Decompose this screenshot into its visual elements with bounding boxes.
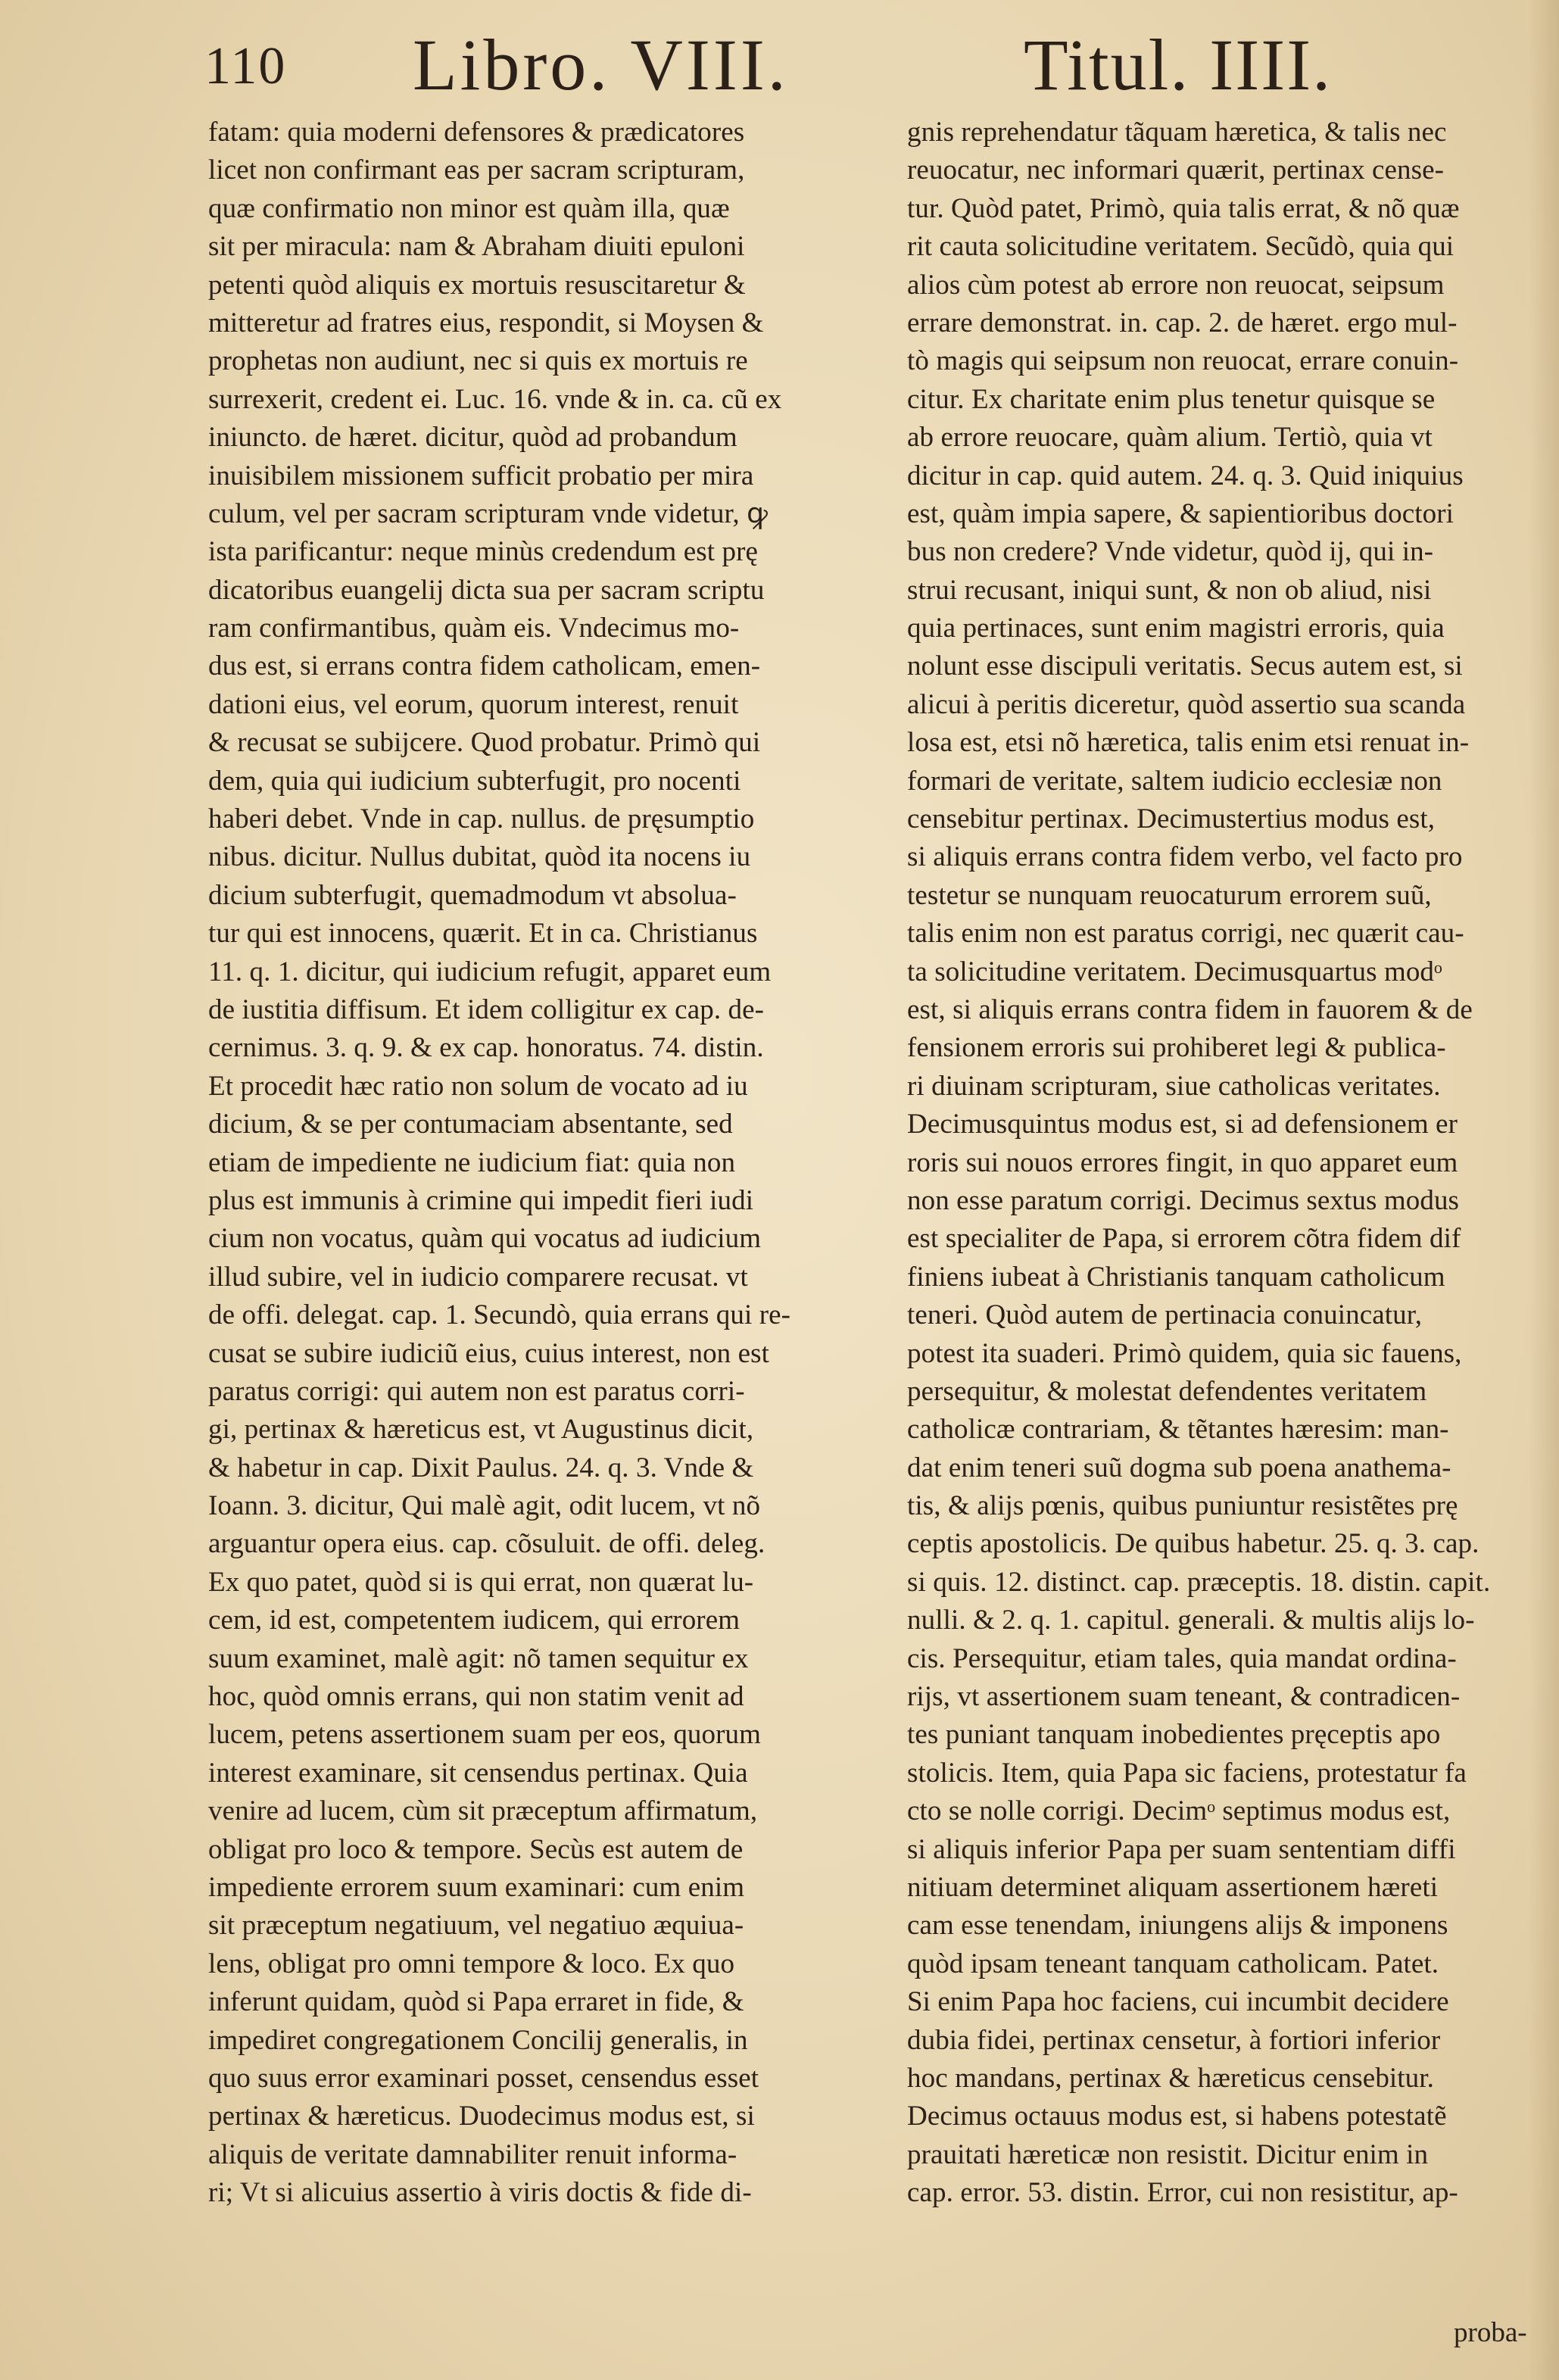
text-line: est, si aliquis errans contra fidem in fauorem & de	[907, 993, 1473, 1025]
text-line: & habetur in cap. Dixit Paulus. 24. q. 3. Vnde &	[208, 1452, 754, 1483]
text-line: teneri. Quòd autem de pertinacia conuincatur,	[907, 1299, 1423, 1331]
text-line: gi, pertinax & hæreticus est, vt Augustinus dicit,	[208, 1414, 754, 1446]
text-line: 11. q. 1. dicitur, qui iudicium refugit, apparet eum	[208, 956, 772, 987]
text-line: roris sui nouos errores fingit, in quo apparet eum	[907, 1146, 1458, 1178]
text-line: est, quàm impia sapere, & sapientioribus doctori	[907, 498, 1455, 529]
running-head-book: Libro. VIII.	[413, 24, 789, 105]
text-line: Decimus octauus modus est, si habens potestatẽ	[907, 2101, 1447, 2132]
text-line: citur. Ex charitate enim plus tenetur quisque se	[907, 383, 1436, 415]
text-line: dicium subterfugit, quemadmodum vt absolua-	[208, 879, 737, 911]
text-line: prophetas non audiunt, nec si quis ex mortuis re	[208, 345, 748, 377]
text-line: stolicis. Item, quia Papa sic faciens, protestatur fa	[907, 1757, 1467, 1789]
text-line: culum, vel per sacram scripturam vnde videtur, ꝙ	[208, 498, 769, 529]
text-line: ceptis apostolicis. De quibus habetur. 25. q. 3. cap.	[907, 1528, 1479, 1560]
text-line: petenti quòd aliquis ex mortuis resuscitaretur &	[208, 269, 746, 301]
text-line: quæ confirmatio non minor est quàm illa, quæ	[208, 192, 730, 224]
text-line: arguantur opera eius. cap. cõsuluit. de offi. deleg.	[208, 1528, 765, 1560]
text-line: prauitati hæreticæ non resistit. Dicitur enim in	[907, 2138, 1429, 2170]
text-line: ista parificantur: neque minùs credendum est prę	[208, 536, 759, 568]
text-line: Et procedit hæc ratio non solum de vocato ad iu	[208, 1070, 748, 1102]
text-line: ab errore reuocare, quàm alium. Tertiò, quia vt	[907, 422, 1433, 454]
running-head-title: Titul. IIII.	[1024, 24, 1333, 105]
text-line: quo suus error examinari posset, censendus esset	[208, 2062, 759, 2094]
text-line: dem, quia qui iudicium subterfugit, pro nocenti	[208, 765, 741, 797]
catchword: proba-	[1454, 2317, 1527, 2348]
text-line: quia pertinaces, sunt enim magistri erroris, quia	[907, 613, 1445, 644]
text-line: tò magis qui seipsum non reuocat, errare conuin-	[907, 345, 1459, 377]
text-line: cernimus. 3. q. 9. & ex cap. honoratus. 74. distin.	[208, 1032, 764, 1064]
text-line: talis enim non est paratus corrigi, nec quærit cau-	[907, 918, 1464, 950]
text-line: sit per miracula: nam & Abraham diuiti epuloni	[208, 231, 745, 263]
text-line: dationi eius, vel eorum, quorum interest, renuit	[208, 688, 739, 720]
text-line: si aliquis errans contra fidem verbo, vel facto pro	[907, 841, 1463, 873]
text-line: dus est, si errans contra fidem catholicam, emen-	[208, 650, 761, 682]
text-line: si quis. 12. distinct. cap. præceptis. 18. distin. capit.	[907, 1566, 1491, 1598]
text-line: sit præceptum negatiuum, vel negatiuo æquiua-	[208, 1910, 744, 1942]
text-line: de iustitia diffisum. Et idem colligitur ex cap. de-	[208, 993, 765, 1025]
text-line: potest ita suaderi. Primò quidem, quia sic fauens,	[907, 1337, 1462, 1369]
text-line: illud subire, vel in iudicio comparere recusat. vt	[208, 1261, 748, 1293]
text-line: impediente errorem suum examinari: cum enim	[208, 1871, 745, 1903]
text-line: tur qui est innocens, quærit. Et in ca. Christianus	[208, 918, 758, 950]
text-line: alicui à peritis diceretur, quòd assertio sua scanda	[907, 688, 1466, 720]
text-line: suum examinet, malè agit: nõ tamen sequitur ex	[208, 1642, 749, 1674]
text-line: plus est immunis à crimine qui impedit fieri iudi	[208, 1184, 754, 1216]
text-line: obligat pro loco & tempore. Secùs est autem de	[208, 1833, 744, 1865]
page-header	[0, 23, 1559, 106]
page-number: 110	[204, 37, 287, 95]
text-line: paratus corrigi: qui autem non est paratus corri-	[208, 1375, 745, 1407]
text-line: cium non vocatus, quàm qui vocatus ad iudicium	[208, 1223, 762, 1255]
text-line: dubia fidei, pertinax censetur, à fortiori inferior	[907, 2024, 1441, 2056]
text-line: lucem, petens assertionem suam per eos, quorum	[208, 1719, 762, 1751]
left-text-column	[208, 114, 852, 2212]
text-line: surrexerit, credent ei. Luc. 16. vnde & in. ca. cũ ex	[208, 383, 782, 415]
text-line: dicatoribus euangelij dicta sua per sacram scriptu	[208, 574, 765, 606]
text-line: de offi. delegat. cap. 1. Secundò, quia errans qui re-	[208, 1299, 791, 1331]
text-line: cam esse tenendam, iniungens alijs & imponens	[907, 1910, 1448, 1942]
text-line: nulli. & 2. q. 1. capitul. generali. & multis alijs lo-	[907, 1605, 1475, 1636]
text-line: losa est, etsi nõ hæretica, talis enim etsi renuat in-	[907, 727, 1470, 759]
text-line: est specialiter de Papa, si errorem cõtra fidem dif	[907, 1223, 1461, 1255]
text-line: fatam: quia moderni defensores & prædicatores	[208, 117, 745, 148]
text-line: pertinax & hæreticus. Duodecimus modus est, si	[208, 2101, 755, 2132]
text-line: cusat se subire iudiciũ eius, cuius interest, non est	[208, 1337, 770, 1369]
text-line: tis, & alijs pœnis, quibus puniuntur resistẽtes prę	[907, 1490, 1458, 1522]
text-line: nitiuam determinet aliquam assertionem hæreti	[907, 1871, 1439, 1903]
text-line: nibus. dicitur. Nullus dubitat, quòd ita nocens iu	[208, 841, 751, 873]
text-line: alios cùm potest ab errore non reuocat, seipsum	[907, 269, 1445, 301]
text-line: formari de veritate, saltem iudicio ecclesiæ non	[907, 765, 1442, 797]
text-line: catholicæ contrariam, & tẽtantes hæresim: man-	[907, 1414, 1449, 1446]
text-line: strui recusant, iniqui sunt, & non ob aliud, nisi	[907, 574, 1432, 606]
text-line: ram confirmantibus, quàm eis. Vndecimus mo-	[208, 613, 740, 644]
text-line: hoc, quòd omnis errans, qui non statim venit ad	[208, 1681, 744, 1713]
text-line: mitteretur ad fratres eius, respondit, si Moysen &	[208, 307, 764, 338]
page-edge-shadow	[1529, 0, 1559, 2380]
text-line: iniuncto. de hæret. dicitur, quòd ad probandum	[208, 422, 737, 454]
text-line: quòd ipsam teneant tanquam catholicam. Patet.	[907, 1948, 1439, 1979]
text-line: finiens iubeat à Christianis tanquam catholicum	[907, 1261, 1445, 1293]
text-line: nolunt esse discipuli veritatis. Secus autem est, si	[907, 650, 1463, 682]
text-line: impediret congregationem Concilij generalis, in	[208, 2024, 748, 2056]
text-line: bus non credere? Vnde videtur, quòd ij, qui in-	[907, 536, 1434, 568]
text-line: cis. Persequitur, etiam tales, quia mandat ordina-	[907, 1642, 1457, 1674]
text-line: interest examinare, sit censendus pertinax. Quia	[208, 1757, 748, 1789]
text-line: inuisibilem missionem sufficit probatio per mira	[208, 460, 754, 491]
text-line: cap. error. 53. distin. Error, cui non resistitur, ap-	[907, 2177, 1458, 2209]
text-line: ta solicitudine veritatem. Decimusquartus modᵒ	[907, 956, 1442, 987]
text-line: Ex quo patet, quòd si is qui errat, non quærat lu-	[208, 1566, 754, 1598]
text-line: tes puniant tanquam inobedientes pręceptis apo	[907, 1719, 1441, 1751]
text-line: testetur se nunquam reuocaturum errorem suũ,	[907, 879, 1432, 911]
text-line: lens, obligat pro omni tempore & loco. Ex quo	[208, 1948, 735, 1979]
text-line: Ioann. 3. dicitur, Qui malè agit, odit lucem, vt nõ	[208, 1490, 761, 1522]
text-line: haberi debet. Vnde in cap. nullus. de pręsumptio	[208, 803, 755, 835]
text-line: & recusat se subijcere. Quod probatur. Primò qui	[208, 727, 761, 759]
text-line: cem, id est, competentem iudicem, qui errorem	[208, 1605, 741, 1636]
text-line: ri diuinam scripturam, siue catholicas veritates.	[907, 1070, 1441, 1102]
text-line: tur. Quòd patet, Primò, quia talis errat, & nõ quæ	[907, 192, 1460, 224]
right-text-column	[907, 114, 1543, 2212]
text-line: Decimusquintus modus est, si ad defensionem er	[907, 1109, 1458, 1140]
text-line: etiam de impediente ne iudicium fiat: quia non	[208, 1146, 736, 1178]
text-line: ri; Vt si alicuius assertio à viris doctis & fide di-	[208, 2177, 752, 2209]
text-line: non esse paratum corrigi. Decimus sextus modus	[907, 1184, 1460, 1216]
text-line: errare demonstrat. in. cap. 2. de hæret. ergo mul-	[907, 307, 1458, 338]
text-line: si aliquis inferior Papa per suam sententiam diffi	[907, 1833, 1456, 1865]
text-line: fensionem erroris sui prohiberet legi & publica-	[907, 1032, 1446, 1064]
text-line: dicitur in cap. quid autem. 24. q. 3. Quid iniquius	[907, 460, 1464, 491]
text-line: venire ad lucem, cùm sit præceptum affirmatum,	[208, 1795, 758, 1827]
text-line: inferunt quidam, quòd si Papa erraret in fide, &	[208, 1986, 744, 2018]
text-line: reuocatur, nec informari quærit, pertinax cense-	[907, 154, 1445, 186]
text-line: Si enim Papa hoc faciens, cui incumbit decidere	[907, 1986, 1449, 2018]
text-line: cto se nolle corrigi. Decimᵒ septimus modus est,	[907, 1795, 1451, 1827]
text-line: aliquis de veritate damnabiliter renuit informa-	[208, 2138, 737, 2170]
text-line: dicium, & se per contumaciam absentante, sed	[208, 1109, 733, 1140]
text-line: rijs, vt assertionem suam teneant, & contradicen-	[907, 1681, 1461, 1713]
text-line: censebitur pertinax. Decimustertius modus est,	[907, 803, 1436, 835]
text-line: gnis reprehendatur tãquam hæretica, & talis nec	[907, 117, 1447, 148]
text-line: persequitur, & molestat defendentes veritatem	[907, 1375, 1427, 1407]
text-line: dat enim teneri suũ dogma sub poena anathema-	[907, 1452, 1451, 1483]
text-line: licet non confirmant eas per sacram scripturam,	[208, 154, 745, 186]
text-line: rit cauta solicitudine veritatem. Secũdò, quia qui	[907, 231, 1455, 263]
text-line: hoc mandans, pertinax & hæreticus censebitur.	[907, 2062, 1435, 2094]
